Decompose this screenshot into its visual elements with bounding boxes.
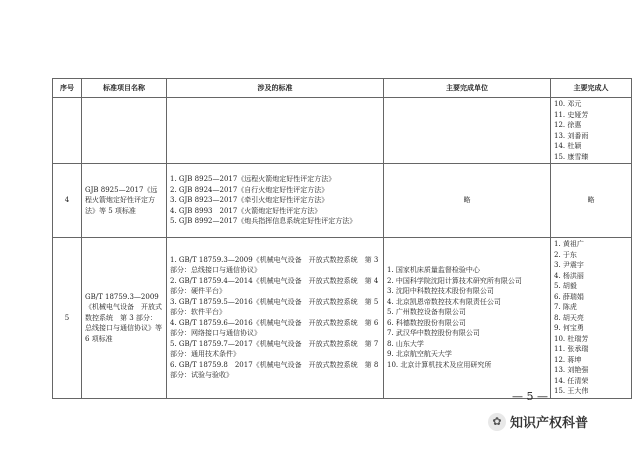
list-item: 13. 刘艳强 [554, 366, 589, 374]
list-item: 2. GB/T 18759.4—2014《机械电气设备 开放式数控系统 第 4 部分：硬件平台》 [170, 276, 379, 296]
list-item: 5. 胡毅 [554, 282, 577, 290]
list-item: 11. 张承瑞 [554, 345, 589, 353]
header-units: 主要完成单位 [384, 79, 551, 98]
standards-list [170, 255, 380, 381]
header-persons: 主要完成人 [551, 79, 632, 98]
list-item: 2. GJB 8924—2017《自行火炮定好性评定方法》 [170, 185, 329, 194]
list-item: 4. GB/T 18759.6—2016《机械电气设备 开放式数控系统 第 6 部分：网络接口与通信协议》 [170, 318, 379, 338]
standards-list [170, 174, 380, 227]
list-item: 9. 何宝勇 [554, 324, 584, 332]
list-item: 7. 陈虎 [554, 303, 577, 311]
wechat-icon: ✿ [488, 413, 506, 431]
list-item: 15. 康雪臻 [554, 152, 589, 161]
table-row [53, 164, 632, 238]
list-item: 4. 北京凯恩帝数控技术有限责任公司 [387, 297, 501, 306]
list-item: 3. GJB 8923—2017《牵引火炮定好性评定方法》 [170, 196, 329, 205]
list-item: 4. GJB 8993 2017《火箭炮定好性评定方法》 [170, 206, 322, 215]
project-name: GB/T 18759.3—2009《机械电气设备 开放式数控系统 第 3 部分：总线接口与通信协议》等 6 项标准 [82, 238, 167, 399]
units-list [387, 265, 547, 370]
list-item: 10. 邓元 [554, 100, 582, 108]
list-item: 2. 于东 [554, 250, 577, 259]
list-item: 13. 刘番雨 [554, 131, 589, 140]
list-item: 10. 杜瑞芳 [554, 334, 589, 343]
list-item: 6. 薛瑞娟 [554, 292, 584, 301]
watermark [488, 412, 588, 431]
list-item: 6. GB/T 18759.8 2017《机械电气设备 开放式数控系统 第 8 部分：试验与验收》 [170, 360, 379, 380]
list-item: 1. GB/T 18759.3—2009《机械电气设备 开放式数控系统 第 3 部分：总线接口与通信协议》 [170, 255, 379, 275]
list-item: 4. 杨洪丽 [554, 271, 584, 280]
header-name: 标准项目名称 [82, 79, 167, 98]
project-name: GJB 8925—2017《远程火箭炮定好性评定方法》等 5 项标准 [82, 164, 167, 238]
list-item: 1. GJB 8925—2017《远程火箭炮定好性评定方法》 [170, 175, 336, 184]
list-item: 14. 杜颖 [554, 142, 582, 150]
list-item: 3. 沈阳中科数控技术股份有限公司 [387, 287, 494, 296]
list-item: 10. 北京计算机技术及应用研究所 [387, 360, 492, 369]
list-item: 9. 北京航空航天大学 [387, 350, 452, 359]
table-row [53, 238, 632, 399]
list-item: 1. 国家机床质量监督检验中心 [387, 266, 480, 275]
standards-table [52, 78, 632, 399]
header-no: 序号 [53, 79, 82, 98]
list-item: 3. GB/T 18759.5—2016《机械电气设备 开放式数控系统 第 5 部分：软件平台》 [170, 297, 379, 317]
list-item: 12. 徐惠 [554, 121, 582, 129]
list-item: 5. GJB 8992—2017《炮兵指挥信息系统定好性评定方法》 [170, 217, 357, 226]
list-item: 7. 武汉华中数控股份有限公司 [387, 329, 480, 338]
list-item: 3. 尹震宇 [554, 261, 584, 269]
units-cell: 略 [384, 164, 551, 238]
table-row [53, 98, 632, 164]
watermark-text: 知识产权科普 [510, 416, 589, 431]
list-item: 12. 蒋坤 [554, 355, 582, 364]
header-standards: 涉及的标准 [167, 79, 384, 98]
row-number: 5 [53, 238, 82, 399]
persons-list [554, 239, 628, 397]
page-number: — 5 — [512, 390, 548, 403]
row-number: 4 [53, 164, 82, 238]
persons-list [554, 99, 628, 162]
persons-cell: 略 [551, 164, 632, 238]
list-item: 15. 王大伟 [554, 387, 589, 395]
list-item: 1. 黄祖广 [554, 240, 584, 248]
list-item: 2. 中国科学院沈阳计算技术研究所有限公司 [387, 276, 522, 285]
list-item: 11. 史娅芳 [554, 110, 589, 119]
list-item: 5. GB/T 18759.7—2017《机械电气设备 开放式数控系统 第 7 部分：通用技术条件》 [170, 339, 379, 359]
list-item: 14. 任清荣 [554, 376, 589, 385]
list-item: 8. 山东大学 [387, 339, 424, 348]
header-row [53, 79, 632, 98]
list-item: 5. 广州数控设备有限公司 [387, 308, 466, 317]
list-item: 8. 胡天亮 [554, 313, 584, 322]
list-item: 6. 科德数控股份有限公司 [387, 318, 466, 327]
